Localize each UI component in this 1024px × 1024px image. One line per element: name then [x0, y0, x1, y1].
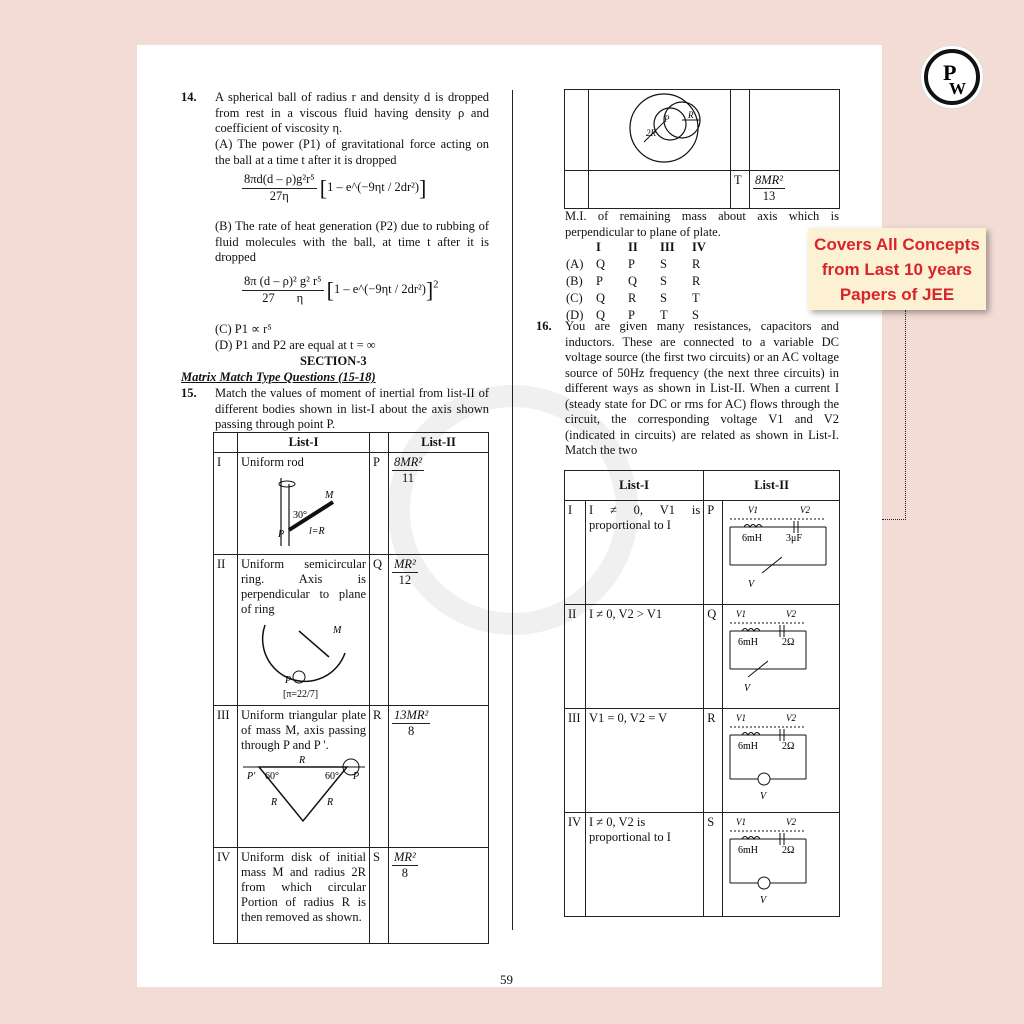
- ring-figure: [241, 617, 361, 699]
- row-text: Uniform disk of initial mass M and radius 2R from which circular Portion of radius R is then removed as shown.: [238, 848, 370, 944]
- row-roman: I: [565, 501, 586, 605]
- promo-badge: [808, 228, 986, 310]
- section-title: SECTION-3: [300, 354, 367, 368]
- q15-match-table: [213, 432, 489, 944]
- table-row: [565, 171, 840, 209]
- row-letter: R: [370, 706, 389, 848]
- svg-text:6mH: 6mH: [742, 533, 762, 544]
- circuit-s: [726, 815, 836, 909]
- pw-logo-p: P: [943, 60, 957, 85]
- svg-text:2Ω: 2Ω: [782, 845, 795, 856]
- q14-formula-b: $\frac{\text{8π (d – ρ)² g² r⁵}}{27 \eta}$ [1 – e^(−9ηt / 2dr²)]$^2$: [244, 274, 439, 305]
- row-letter: P: [370, 453, 389, 555]
- svg-text:P: P: [285, 675, 292, 686]
- svg-text:V1: V1: [736, 713, 746, 723]
- circuit-p: [726, 503, 836, 593]
- row-letter: Q: [704, 605, 723, 709]
- row-letter: P: [704, 501, 723, 605]
- row-roman: I: [214, 453, 238, 555]
- table-row: [214, 555, 489, 706]
- row-text: I ≠ 0, V2 > V1: [585, 605, 703, 709]
- row-value: $\frac{\text{MR²}}{12}$: [389, 555, 489, 706]
- table-row: [214, 706, 489, 848]
- disk-figure-cell: [589, 90, 731, 171]
- q16-list1-header: List-I: [565, 471, 704, 501]
- svg-text:V: V: [748, 579, 755, 590]
- answer-header: I II III IV: [596, 240, 706, 254]
- svg-text:V2: V2: [786, 817, 796, 827]
- row-text: Uniform triangular plate of mass M, axis passing through P and P '.: [241, 708, 366, 752]
- svg-text:M: M: [333, 625, 342, 636]
- row-roman: II: [565, 605, 586, 709]
- svg-text:P': P': [247, 771, 256, 782]
- q14-stem: A spherical ball of radius r and density d is dropped from rest in a viscous fluid having density ρ and coefficient of viscosity η.: [215, 90, 489, 135]
- svg-text:2R: 2R: [646, 128, 656, 138]
- triangle-figure: [241, 753, 366, 828]
- svg-text:V2: V2: [786, 713, 796, 723]
- svg-text:30°: 30°: [293, 510, 307, 521]
- q14-number: 14.: [181, 90, 197, 104]
- svg-text:3μF: 3μF: [786, 533, 802, 544]
- svg-text:6mH: 6mH: [738, 637, 758, 648]
- row-roman: II: [214, 555, 238, 706]
- badge-line-2: from Last 10 years: [821, 260, 973, 279]
- row-roman: IV: [565, 813, 586, 917]
- row-body: [238, 555, 370, 706]
- row-text: I ≠ 0, V1 is proportional to I: [585, 501, 703, 605]
- badge-line-3: Papers of JEE: [839, 285, 955, 304]
- dotted-leader: [905, 310, 906, 520]
- circuit-cell: [723, 605, 840, 709]
- answer-option-a[interactable]: (A) Q P S R: [566, 257, 701, 271]
- table-row: [565, 709, 840, 813]
- row-value: $\frac{\text{13MR²}}{8}$: [389, 706, 489, 848]
- row-value: $\frac{\text{8MR²}}{11}$: [389, 453, 489, 555]
- q16-match-table: [564, 470, 840, 917]
- row-value: $\frac{\text{8MR²}}{13}$: [750, 171, 840, 209]
- svg-text:2Ω: 2Ω: [782, 637, 795, 648]
- table-row: [565, 605, 840, 709]
- row-text: Uniform rod: [241, 455, 304, 469]
- row-value: $\frac{\text{MR²}}{8}$: [389, 848, 489, 944]
- q14-b-bracket: 1 – e^(−9ηt / 2dr²): [333, 281, 426, 296]
- q14-option-d: (D) P1 and P2 are equal at t = ∞: [215, 338, 376, 352]
- q15-list2-header: List-II: [389, 433, 489, 453]
- q15-number: 15.: [181, 386, 197, 400]
- svg-text:R: R: [688, 110, 694, 120]
- q15-answer-options: [565, 239, 723, 324]
- svg-text:V1: V1: [736, 817, 746, 827]
- q14-b-fraction: $\frac{\text{8π (d – ρ)² g² r⁵}}{27 \eta}$: [244, 274, 322, 305]
- svg-text:60°: 60°: [325, 771, 339, 782]
- svg-text:V: V: [760, 895, 767, 906]
- svg-text:V: V: [760, 791, 767, 802]
- answer-option-d[interactable]: (D) Q P T S: [566, 308, 699, 322]
- svg-text:l=R: l=R: [309, 526, 325, 537]
- table-row: [565, 813, 840, 917]
- circuit-r: [726, 711, 836, 805]
- row-roman: III: [565, 709, 586, 813]
- svg-text:R: R: [299, 755, 306, 766]
- dotted-leader-h: [882, 519, 906, 520]
- svg-text:V: V: [744, 683, 751, 694]
- q15-stem: Match the values of moment of inertial from list-II of different bodies shown in list-I about the axis shown passing through point P.: [215, 386, 489, 431]
- row-letter: T: [731, 171, 750, 209]
- q16-stem: You are given many resistances, capacitors and inductors. These are connected to a variable DC voltage source (the first two circuits) or an AC voltage source of 50Hz frequency (the next three circuits) in different ways as shown in List-II. When a current I (steady state for DC or rms for AC) flows through the circuit, the corresponding voltage V1 and V2 (indicated in circuits) are related as shown in List-I. Match the two: [565, 319, 839, 457]
- disk-figure: [592, 92, 722, 164]
- pw-logo-icon: [921, 46, 983, 108]
- svg-text:2Ω: 2Ω: [782, 741, 795, 752]
- answer-option-b[interactable]: (B) P Q S R: [566, 274, 701, 288]
- circuit-cell: [723, 813, 840, 917]
- circuit-q: [726, 607, 836, 697]
- q14-option-a: (A) The power (P1) of gravitational force acting on the ball at a time t after it is dropped: [215, 137, 489, 167]
- svg-text:P: P: [664, 114, 670, 124]
- pw-logo: [920, 45, 984, 109]
- row-roman: IV: [214, 848, 238, 944]
- answer-option-c[interactable]: (C) Q R S T: [566, 291, 700, 305]
- row-letter: S: [370, 848, 389, 944]
- q14-option-b: (B) The rate of heat generation (P2) due to rubbing of fluid molecules with the ball, at time t after it is dropped: [215, 219, 489, 264]
- row-letter: S: [704, 813, 723, 917]
- q14-a-fraction: $\frac{\text{8πd(d – ρ)g²r⁵}}{27\eta}$: [244, 172, 315, 203]
- q15-list1-header: List-I: [238, 433, 370, 453]
- section-subtitle: Matrix Match Type Questions (15-18): [181, 370, 376, 384]
- table-row: [565, 501, 840, 605]
- svg-text:R: R: [271, 797, 278, 808]
- row-text: I ≠ 0, V2 is proportional to I: [585, 813, 703, 917]
- svg-text:P: P: [353, 771, 360, 782]
- circuit-cell: [723, 709, 840, 813]
- q14-formula-a: $\frac{\text{8πd(d – ρ)g²r⁵}}{27\eta}$ [1 – e^(−9ηt / 2dr²)]: [244, 172, 427, 203]
- row-letter: R: [704, 709, 723, 813]
- page-number: 59: [500, 972, 513, 987]
- table-row: [214, 453, 489, 555]
- row-roman: III: [214, 706, 238, 848]
- q14-a-bracket: 1 – e^(−9ηt / 2dr²): [327, 179, 420, 194]
- svg-text:V1: V1: [736, 609, 746, 619]
- svg-text:P: P: [278, 529, 285, 540]
- svg-text:V2: V2: [800, 505, 810, 515]
- svg-text:R: R: [327, 797, 334, 808]
- svg-text:6mH: 6mH: [738, 741, 758, 752]
- circuit-cell: [723, 501, 840, 605]
- rod-figure: [241, 470, 361, 548]
- q14-option-c: (C) P1 ∝ r⁵: [215, 322, 272, 336]
- row-letter: Q: [370, 555, 389, 706]
- row-text: Uniform semicircular ring. Axis is perpendicular to plane of ring: [241, 557, 366, 616]
- svg-text:M: M: [325, 490, 334, 501]
- q15-tail: M.I. of remaining mass about axis which is perpendicular to plane of plate.: [565, 209, 839, 239]
- svg-text:V2: V2: [786, 609, 796, 619]
- column-divider: [512, 90, 513, 930]
- q16-number: 16.: [536, 319, 552, 333]
- pw-logo-w: W: [949, 79, 966, 98]
- row-body: [238, 706, 370, 848]
- q16-list2-header: List-II: [704, 471, 840, 501]
- svg-text:6mH: 6mH: [738, 845, 758, 856]
- row-text: V1 = 0, V2 = V: [585, 709, 703, 813]
- svg-text:V1: V1: [748, 505, 758, 515]
- q15-continued-table: [564, 89, 840, 209]
- row-body: [238, 453, 370, 555]
- svg-text:60°: 60°: [265, 771, 279, 782]
- table-row: [214, 848, 489, 944]
- badge-line-1: Covers All Concepts: [814, 235, 980, 254]
- svg-text:[π=22/7]: [π=22/7]: [283, 689, 319, 699]
